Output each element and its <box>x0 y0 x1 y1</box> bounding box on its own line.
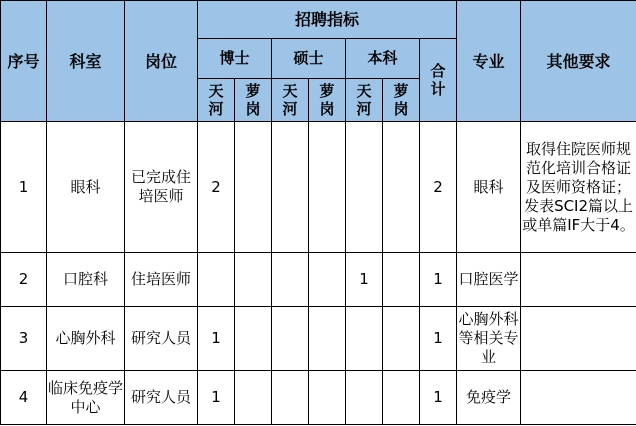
cell-seq: 1 <box>1 122 47 253</box>
table-row <box>1 307 636 371</box>
header-major: 专业 <box>457 1 521 122</box>
cell-ms-luogang <box>309 307 346 371</box>
cell-major: 口腔医学 <box>457 253 521 307</box>
cell-ms-tianhe <box>272 371 309 425</box>
cell-other-requirements <box>521 307 636 371</box>
cell-major: 眼科 <box>457 122 521 253</box>
header-phd-tianhe <box>198 79 235 122</box>
cell-total: 2 <box>420 122 457 253</box>
cell-phd-luogang <box>235 122 272 253</box>
cell-dept: 口腔科 <box>47 253 125 307</box>
header-row-1 <box>1 1 636 39</box>
table-row <box>1 122 636 253</box>
cell-position: 研究人员 <box>125 307 198 371</box>
header-bs-luogang <box>383 79 420 122</box>
header-bachelor: 本科 <box>346 39 420 79</box>
cell-phd-tianhe: 1 <box>198 371 235 425</box>
cell-bs-luogang <box>383 371 420 425</box>
cell-bs-luogang <box>383 122 420 253</box>
campus-luogang-label: 萝岗 <box>393 81 409 118</box>
cell-position: 研究人员 <box>125 371 198 425</box>
campus-luogang-label: 萝岗 <box>319 81 335 118</box>
campus-tianhe-label: 天河 <box>356 81 372 118</box>
cell-dept: 心胸外科 <box>47 307 125 371</box>
campus-tianhe-label: 天河 <box>208 81 224 118</box>
cell-seq: 4 <box>1 371 47 425</box>
header-doctor: 博士 <box>198 39 272 79</box>
header-master: 硕士 <box>272 39 346 79</box>
cell-major: 心胸外科等相关专业 <box>457 307 521 371</box>
header-bs-tianhe <box>346 79 383 122</box>
header-seq: 序号 <box>1 1 47 122</box>
cell-ms-luogang <box>309 253 346 307</box>
cell-phd-luogang <box>235 253 272 307</box>
table-row <box>1 253 636 307</box>
cell-bs-luogang <box>383 253 420 307</box>
campus-luogang-label: 萝岗 <box>245 81 261 118</box>
cell-position: 已完成住培医师 <box>125 122 198 253</box>
table-row <box>1 371 636 425</box>
header-phd-luogang <box>235 79 272 122</box>
cell-other-requirements: 取得住院医师规范化培训合格证及医师资格证；发表SCI2篇以上或单篇IF大于4。 <box>521 122 636 253</box>
cell-total: 1 <box>420 371 457 425</box>
header-position: 岗位 <box>125 1 198 122</box>
cell-ms-luogang <box>309 371 346 425</box>
cell-phd-luogang <box>235 307 272 371</box>
cell-ms-tianhe <box>272 253 309 307</box>
header-ms-tianhe <box>272 79 309 122</box>
cell-dept: 眼科 <box>47 122 125 253</box>
header-recruit-indicator: 招聘指标 <box>198 1 457 39</box>
cell-phd-tianhe: 1 <box>198 307 235 371</box>
header-ms-luogang <box>309 79 346 122</box>
cell-bs-tianhe <box>346 307 383 371</box>
cell-bs-tianhe: 1 <box>346 253 383 307</box>
header-total-label: 合计 <box>430 61 446 98</box>
campus-tianhe-label: 天河 <box>282 81 298 118</box>
header-total <box>420 39 457 122</box>
cell-seq: 3 <box>1 307 47 371</box>
cell-dept: 临床免疫学中心 <box>47 371 125 425</box>
cell-total: 1 <box>420 253 457 307</box>
cell-bs-luogang <box>383 307 420 371</box>
header-dept: 科室 <box>47 1 125 122</box>
cell-phd-luogang <box>235 371 272 425</box>
cell-position: 住培医师 <box>125 253 198 307</box>
cell-seq: 2 <box>1 253 47 307</box>
cell-other-requirements <box>521 253 636 307</box>
cell-bs-tianhe <box>346 371 383 425</box>
cell-other-requirements <box>521 371 636 425</box>
cell-total: 1 <box>420 307 457 371</box>
cell-major: 免疫学 <box>457 371 521 425</box>
header-other-requirements: 其他要求 <box>521 1 636 122</box>
cell-phd-tianhe <box>198 253 235 307</box>
cell-ms-tianhe <box>272 122 309 253</box>
cell-ms-luogang <box>309 122 346 253</box>
cell-ms-tianhe <box>272 307 309 371</box>
cell-phd-tianhe: 2 <box>198 122 235 253</box>
cell-bs-tianhe <box>346 122 383 253</box>
